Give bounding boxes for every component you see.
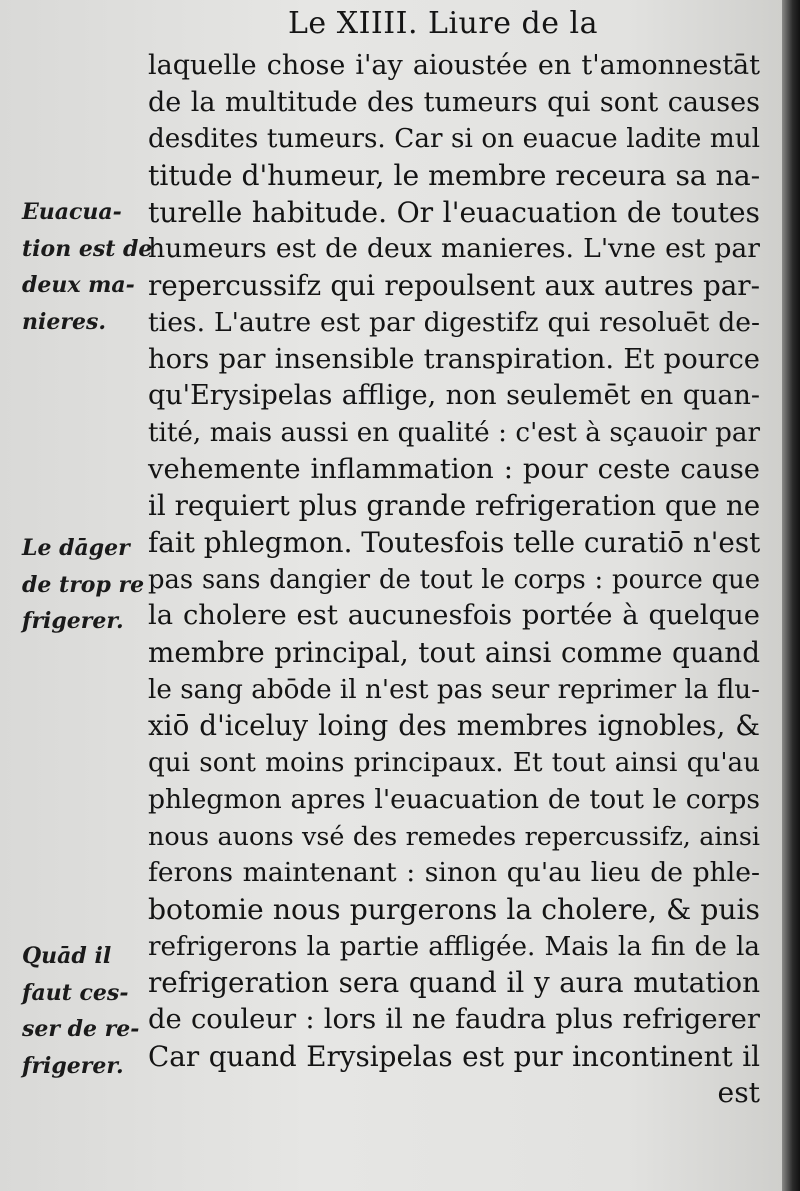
- text-line: tité, mais aussi en qualité : c'est à sçauoir par: [148, 417, 760, 448]
- margin-note-line: faut ces-: [22, 979, 129, 1006]
- margin-note-line: deux ma-: [22, 272, 135, 299]
- body-text: [148, 48, 760, 1112]
- text-line: titude d'humeur, le membre receura sa na-: [148, 159, 761, 193]
- margin-note-line: nieres.: [22, 309, 106, 336]
- catchword: est: [717, 1076, 760, 1110]
- text-line: botomie nous purgerons la cholere, & puis: [148, 892, 760, 926]
- text-line: Car quand Erysipelas est pur incontinent il: [148, 1039, 760, 1073]
- text-line: membre principal, tout ainsi comme quand: [148, 636, 760, 669]
- margin-note-line: frigerer.: [22, 608, 124, 635]
- text-line: qui sont moins principaux. Et tout ainsi qu'au: [148, 748, 760, 779]
- text-line: xiō d'iceluy loing des membres ignobles, &: [148, 709, 760, 743]
- text-line: refrigerons la partie affligée. Mais la fin de la: [148, 931, 760, 962]
- margin-note-euacuation: [22, 194, 153, 341]
- text-line: refrigeration sera quand il y aura mutation: [148, 966, 760, 1000]
- text-line: ties. L'autre est par digestifz qui resoluēt de-: [148, 306, 760, 338]
- text-line: nous auons vsé des remedes repercussifz, ainsi: [148, 821, 760, 852]
- text-line: qu'Erysipelas afflige, non seulemēt en quan-: [148, 380, 760, 412]
- text-line: de la multitude des tumeurs qui sont causes: [148, 86, 760, 118]
- text-line: ferons maintenant : sinon qu'au lieu de phle-: [148, 857, 760, 889]
- text-line: turelle habitude. Or l'euacuation de toutes: [148, 195, 760, 229]
- text-line: vehemente inflammation : pour ceste cause: [148, 453, 760, 485]
- margin-note-line: Euacua-: [22, 199, 122, 225]
- margin-note-danger: [22, 530, 150, 640]
- text-line: hors par insensible transpiration. Et pource: [148, 343, 760, 375]
- margin-note-line: tion est de: [22, 235, 153, 262]
- margin-note-line: Le dāger: [22, 535, 130, 561]
- text-line: de couleur : lors il ne faudra plus refrigerer: [148, 1003, 760, 1035]
- text-line: desdites tumeurs. Car si on euacue ladite mul: [148, 124, 760, 155]
- margin-note-line: frigerer.: [22, 1053, 124, 1080]
- text-line: phlegmon apres l'euacuation de tout le corps: [148, 783, 760, 815]
- text-line: repercussifz qui repoulsent aux autres par-: [148, 269, 760, 303]
- running-head: Le XIIII. Liure de la: [288, 6, 598, 41]
- text-line: fait phlegmon. Toutesfois telle curatiō n'est: [148, 525, 761, 559]
- margin-note-line: ser de re-: [22, 1016, 140, 1043]
- text-line: humeurs est de deux manieres. L'vne est par: [148, 233, 760, 265]
- text-line: la cholere est aucunesfois portée à quelque: [148, 600, 760, 632]
- page-edge-shadow: [782, 0, 800, 1191]
- text-line: laquelle chose i'ay aioustée en t'amonnestāt: [148, 50, 760, 81]
- text-line: pas sans dangier de tout le corps : pource que: [148, 564, 760, 595]
- text-line: il requiert plus grande refrigeration que ne: [148, 489, 761, 523]
- text-line: le sang abōde il n'est pas seur reprimer la flu-: [148, 674, 760, 705]
- margin-note-line: Quād il: [22, 943, 112, 969]
- margin-note-line: de trop re: [22, 571, 145, 598]
- margin-note-cease: [22, 938, 150, 1085]
